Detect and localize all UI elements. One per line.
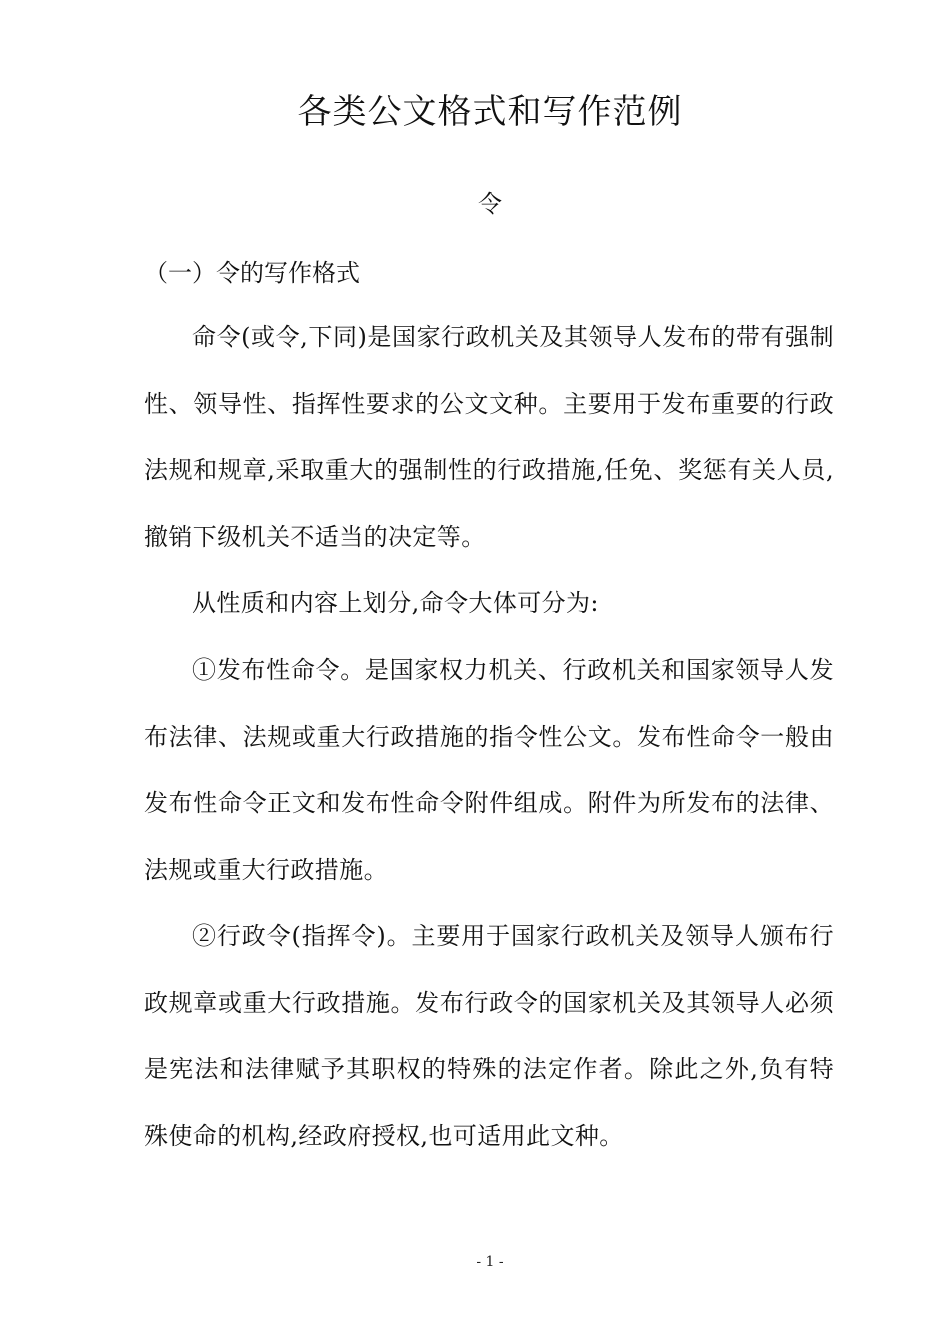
paragraph-publishing-order: ①发布性命令。是国家权力机关、行政机关和国家领导人发布法律、法规或重大行政措施的指令性公文。发布性命令一般由发布性命令正文和发布性命令附件组成。附件为所发布的法律、法规或重大行政措施。 <box>144 656 834 884</box>
paragraph-command-definition: 命令(或令,下同)是国家行政机关及其领导人发布的带有强制性、领导性、指挥性要求的公文文种。主要用于发布重要的行政法规和规章,采取重大的强制性的行政措施,任免、奖惩有关人员,撤销下级机关不适当的决定等。 <box>144 323 834 551</box>
document-title: 各类公文格式和写作范例 <box>297 92 683 132</box>
paragraph-command-classification: 从性质和内容上划分,命令大体可分为: <box>192 589 599 617</box>
paragraph-administrative-order: ②行政令(指挥令)。主要用于国家行政机关及领导人颁布行政规章或重大行政措施。发布行政令的国家机关及其领导人必须是宪法和法律赋予其职权的特殊的法定作者。除此之外,负有特殊使命的机构,经政府授权,也可适用此文种。 <box>144 922 834 1150</box>
section-heading: 令 <box>478 190 502 218</box>
page-number: - 1 - <box>476 1254 504 1270</box>
sub-heading: （一）令的写作格式 <box>144 259 360 287</box>
